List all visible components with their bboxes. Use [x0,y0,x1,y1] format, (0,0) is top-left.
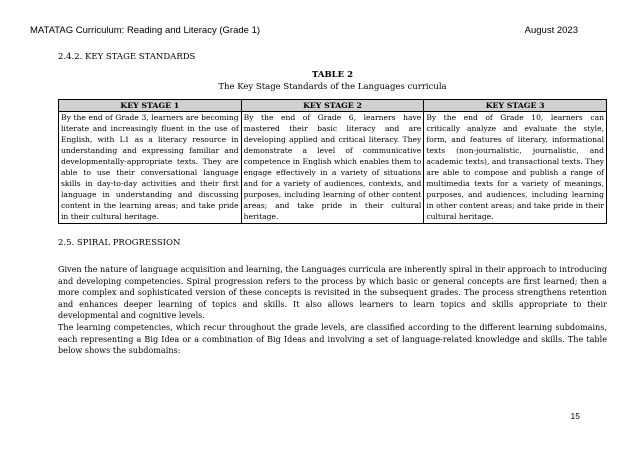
table-cell-key-stage-1: By the end of Grade 3, learners are becoming literate and increasingly fluent in the use of English, with L1 as a literacy resource in understanding and expressing familiar and developmentally-appropriate texts. They are able to use their conversational language skills in day-to-day activities and their first language in understanding and discussing content in the learning areas; and take pride in their cultural heritage. [59,112,242,224]
paragraph-spiral-progression: Given the nature of language acquisition and learning, the Languages curricula are inherently spiral in their approach to introducing and developing competencies. Spiral progression refers to the process by which basic or general concepts are first learned; then a more complex and sophisticated version of these concepts is revisited in the subsequent grades. The process strengthens retention and enhances deeper learning of topics and skills. It also allows learners to learn topics and skills appropriate to their developmental and cognitive levels. [58,264,607,321]
section-heading-spiral-progression: 2.5. SPIRAL PROGRESSION [58,238,181,248]
table-cell-key-stage-3: By the end of Grade 10, learners can critically analyze and evaluate the style, form, and features of literary, informational texts (non-journalistic, journalistic, and academic texts), and transactional texts. They are able to compose and publish a range of multimedia texts for a variety of meanings, purposes, and audiences, including learning in other content areas; and take pride in their cultural heritage. [424,112,607,224]
table-row [59,112,607,224]
table-cell-key-stage-2: By the end of Grade 6, learners have mastered their basic literacy and are developing applied and critical literacy. They demonstrate a level of communicative competence in English which enables them to engage effectively in a variety of situations and for a variety of audiences, contexts, and purposes, including learning of other content areas; and take pride in their cultural heritage. [241,112,424,224]
document-header-title: MATATAG Curriculum: Reading and Literacy (Grade 1) [30,25,261,36]
table-caption: The Key Stage Standards of the Languages curricula [218,82,447,92]
table-title: TABLE 2 [312,70,353,80]
table-header-row [59,100,607,112]
table-header-key-stage-2: KEY STAGE 2 [241,100,424,112]
section-heading-key-stage-standards: 2.4.2. KEY STAGE STANDARDS [58,52,196,62]
page-number: 15 [570,411,580,421]
table-header-key-stage-3: KEY STAGE 3 [424,100,607,112]
key-stage-standards-table [58,99,607,224]
table-header-key-stage-1: KEY STAGE 1 [59,100,242,112]
paragraph-learning-competencies: The learning competencies, which recur throughout the grade levels, are classified according to the different learning subdomains, each representing a Big Idea or a combination of Big Ideas and involving a set of language-related knowledge and skills. The table below shows the subdomains: [58,322,607,356]
document-header-date: August 2023 [524,25,578,36]
